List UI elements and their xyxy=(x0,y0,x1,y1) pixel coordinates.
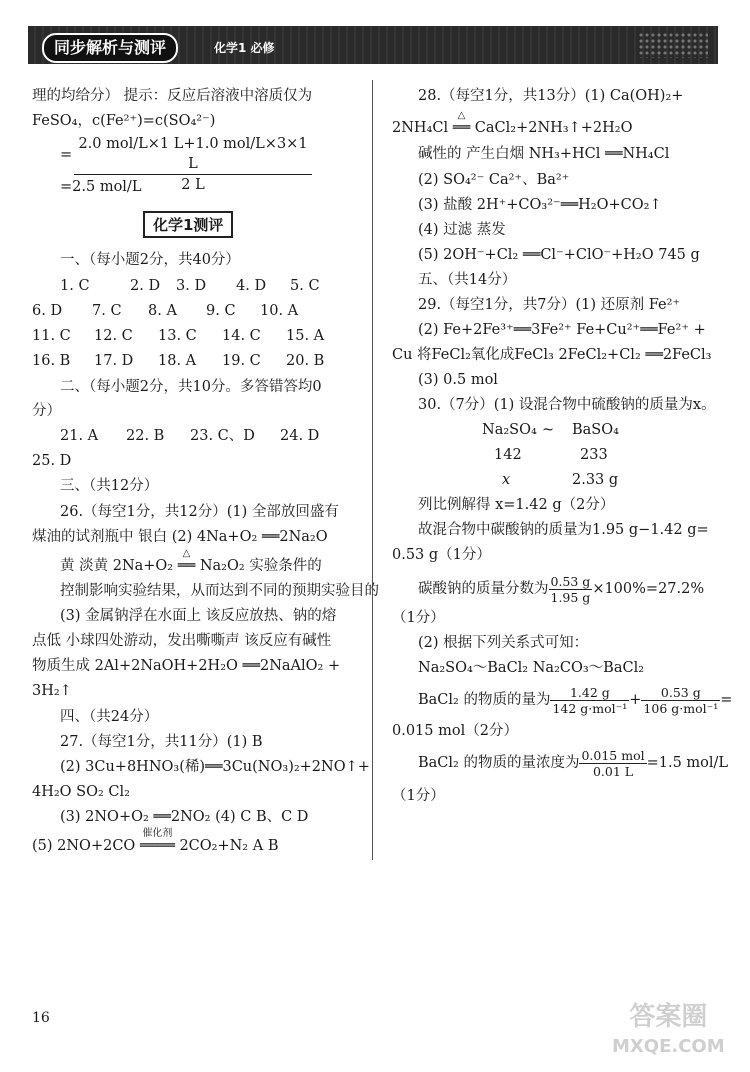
answer-7: 7. C xyxy=(92,303,122,319)
answer-2: 2. D xyxy=(130,278,161,294)
text-line: Cu 将FeCl₂氧化成FeCl₃ 2FeCl₂+Cl₂ ══2FeCl₃ xyxy=(392,347,712,363)
condition-catalyst: 催化剂 xyxy=(142,828,173,839)
mass-fraction-line xyxy=(418,572,704,606)
plus-sign: + xyxy=(629,692,642,708)
text-line: (4) 过滤 蒸发 xyxy=(418,222,506,238)
moles-fraction-1 xyxy=(550,685,629,716)
equation-line xyxy=(60,548,322,576)
answer-8: 8. A xyxy=(148,303,177,319)
concentration-label: BaCl₂ 的物质的量浓度为 xyxy=(418,755,580,771)
text-line: （1分） xyxy=(392,788,445,804)
page-number: 16 xyxy=(32,1010,50,1026)
answer-24: 24. D xyxy=(280,428,320,444)
answer-19: 19. C xyxy=(222,353,261,369)
book-title: 同步解析与测评 xyxy=(42,33,178,63)
text-line: (3) 盐酸 2H⁺+CO₃²⁻══H₂O+CO₂↑ xyxy=(418,197,662,213)
reaction-arrow: 催化剂 ════ xyxy=(140,836,175,856)
text-line: 物质生成 2Al+2NaOH+2H₂O ══2NaAlO₂ + xyxy=(32,658,341,674)
concentration-fraction xyxy=(579,748,646,779)
equals-sign: = xyxy=(720,692,733,708)
answer-1: 1. C xyxy=(60,278,90,294)
fraction-denominator: 106 g·mol⁻¹ xyxy=(643,700,719,716)
text-line: 点低 小球四处游动，发出嘶嘶声 该反应有碱性 xyxy=(32,633,332,649)
text-line: (2) Fe+2Fe³⁺══3Fe²⁺ Fe+Cu²⁺══Fe²⁺ + xyxy=(418,322,706,338)
answer-14: 14. C xyxy=(222,328,261,344)
equation-line xyxy=(32,828,279,856)
text-line: 分） xyxy=(32,403,61,419)
equation-right: CaCl₂+2NH₃↑+2H₂O xyxy=(474,120,633,136)
equation-left: (5) 2NO+2CO xyxy=(32,838,136,854)
answer-10: 10. A xyxy=(260,303,299,319)
known-mass: 2.33 g xyxy=(572,472,619,488)
answer-21: 21. A xyxy=(60,428,99,444)
text-line: =2.5 mol/L xyxy=(60,179,142,195)
header-dot-pattern xyxy=(638,32,708,58)
text-line: 碱性的 产生白烟 NH₃+HCl ══NH₄Cl xyxy=(418,146,670,162)
answer-20: 20. B xyxy=(286,353,325,369)
text-line: （1分） xyxy=(392,610,445,626)
text-line: 列比例解得 x=1.42 g（2分） xyxy=(418,497,615,513)
text-line: (2) 根据下列关系式可知： xyxy=(418,635,589,651)
page-header xyxy=(28,26,718,64)
answer-25: 25. D xyxy=(32,453,72,469)
section-heading: 四、（共24分） xyxy=(60,709,159,725)
answer-15: 15. A xyxy=(286,328,325,344)
concentration-result: =1.5 mol/L xyxy=(646,755,729,771)
text-line: Na₂SO₄～BaCl₂ Na₂CO₃～BaCl₂ xyxy=(418,660,645,676)
answer-18: 18. A xyxy=(158,353,197,369)
text-line: 0.015 mol（2分） xyxy=(392,723,518,739)
fraction-numerator: 0.53 g xyxy=(550,573,591,589)
answer-3: 3. D xyxy=(176,278,207,294)
text-line: (2) SO₄²⁻ Ca²⁺、Ba²⁺ xyxy=(418,172,570,188)
fraction-numerator: 2.0 mol/L×1 L+1.0 mol/L×3×1 L xyxy=(74,134,312,175)
text-line: 4H₂O SO₂ Cl₂ xyxy=(32,784,130,800)
text-line: (5) 2OH⁻+Cl₂ ══Cl⁻+ClO⁻+H₂O 745 g xyxy=(418,247,700,263)
fraction-denominator: 142 g·mol⁻¹ xyxy=(552,700,628,716)
answer-9: 9. C xyxy=(206,303,236,319)
molar-mass-2: 233 xyxy=(580,447,608,463)
text-line: FeSO₄，c(Fe²⁺)=c(SO₄²⁻) xyxy=(32,113,216,129)
equation-right: 2CO₂+N₂ A B xyxy=(179,838,279,854)
text-line: (2) 3Cu+8HNO₃(稀)══3Cu(NO₃)₂+2NO↑+ xyxy=(60,759,370,775)
equation-line xyxy=(392,110,633,138)
text-line: 控制影响实验结果，从而达到不同的预期实验目的 xyxy=(60,583,379,599)
fraction-denominator: 2 L xyxy=(181,177,205,193)
moles-line xyxy=(418,683,732,717)
answer-11: 11. C xyxy=(32,328,71,344)
fraction-numerator: 0.53 g xyxy=(641,685,720,701)
unknown-mass: x xyxy=(502,472,511,488)
text-line: 0.53 g（1分） xyxy=(392,547,491,563)
text-line: 3H₂↑ xyxy=(32,683,72,699)
text-line: 故混合物中碳酸钠的质量为1.95 g−1.42 g= xyxy=(418,522,709,538)
mass-fraction-result: ×100%=27.2% xyxy=(592,581,705,597)
equals-sign: = xyxy=(60,147,73,163)
text-line: 煤油的试剂瓶中 银白 (2) 4Na+O₂ ══2Na₂O xyxy=(32,529,328,545)
reaction-arrow: △ ══ xyxy=(453,118,470,138)
concentration-line xyxy=(418,746,728,780)
text-line: 30.（7分）(1) 设混合物中硫酸钠的质量为x。 xyxy=(418,397,716,413)
text-line: 29.（每空1分，共7分）(1) 还原剂 Fe²⁺ xyxy=(418,297,681,313)
condition-heat: △ xyxy=(457,110,466,121)
mass-fraction-label: 碳酸钠的质量分数为 xyxy=(418,581,549,597)
equation-left: 2NH₄Cl xyxy=(392,120,449,136)
answer-17: 17. D xyxy=(94,353,134,369)
answer-6: 6. D xyxy=(32,303,63,319)
text-line: 26.（每空1分，共12分）(1) 全部放回盛有 xyxy=(60,504,339,520)
section-heading: 五、（共14分） xyxy=(418,272,517,288)
section-title: 化学1测评 xyxy=(143,211,233,238)
answer-22: 22. B xyxy=(126,428,165,444)
text-line: (3) 2NO+O₂ ══2NO₂ (4) C B、C D xyxy=(60,809,309,825)
text-line: (3) 0.5 mol xyxy=(418,372,498,388)
relation-formula-2: BaSO₄ xyxy=(572,422,619,438)
moles-fraction-2 xyxy=(641,685,720,716)
watermark-logo-text: 答案圈 xyxy=(629,1002,708,1032)
fraction-denominator: 0.01 L xyxy=(592,763,634,779)
fraction-denominator: 1.95 g xyxy=(550,589,591,605)
watermark-url: MXQE.COM xyxy=(612,1036,725,1057)
text-line: 28.（每空1分，共13分）(1) Ca(OH)₂+ xyxy=(418,88,684,104)
fraction-numerator: 0.015 mol xyxy=(581,747,645,763)
mass-fraction xyxy=(549,574,593,605)
molar-mass-1: 142 xyxy=(494,447,522,463)
fraction-numerator: 1.42 g xyxy=(550,685,629,701)
relation-formula-1: Na₂SO₄ xyxy=(482,422,537,438)
answer-5: 5. C xyxy=(290,278,320,294)
condition-heat: △ xyxy=(182,548,191,559)
answer-12: 12. C xyxy=(94,328,133,344)
reaction-arrow: △ ══ xyxy=(178,556,195,576)
relation-tilde: ~ xyxy=(542,422,555,438)
text-line: (3) 金属钠浮在水面上 该反应放热、钠的熔 xyxy=(60,608,337,624)
moles-label: BaCl₂ 的物质的量为 xyxy=(418,692,551,708)
answer-13: 13. C xyxy=(158,328,197,344)
answer-4: 4. D xyxy=(236,278,267,294)
section-heading: 一、（每小题2分，共40分） xyxy=(60,252,240,268)
text-line: 理的均给分） 提示：反应后溶液中溶质仅为 xyxy=(32,88,313,104)
column-divider xyxy=(372,80,373,860)
equation-right: Na₂O₂ 实验条件的 xyxy=(199,558,322,574)
book-subtitle: 化学1 必修 xyxy=(214,41,275,55)
answer-16: 16. B xyxy=(32,353,71,369)
answer-23: 23. C、D xyxy=(190,428,255,444)
text-line: 27.（每空1分，共11分）(1) B xyxy=(60,734,263,750)
section-heading: 二、（每小题2分，共10分。多答错答均0 xyxy=(60,379,322,395)
watermark xyxy=(612,1002,725,1062)
section-heading: 三、（共12分） xyxy=(60,478,159,494)
equation-left: 黄 淡黄 2Na+O₂ xyxy=(60,558,174,574)
